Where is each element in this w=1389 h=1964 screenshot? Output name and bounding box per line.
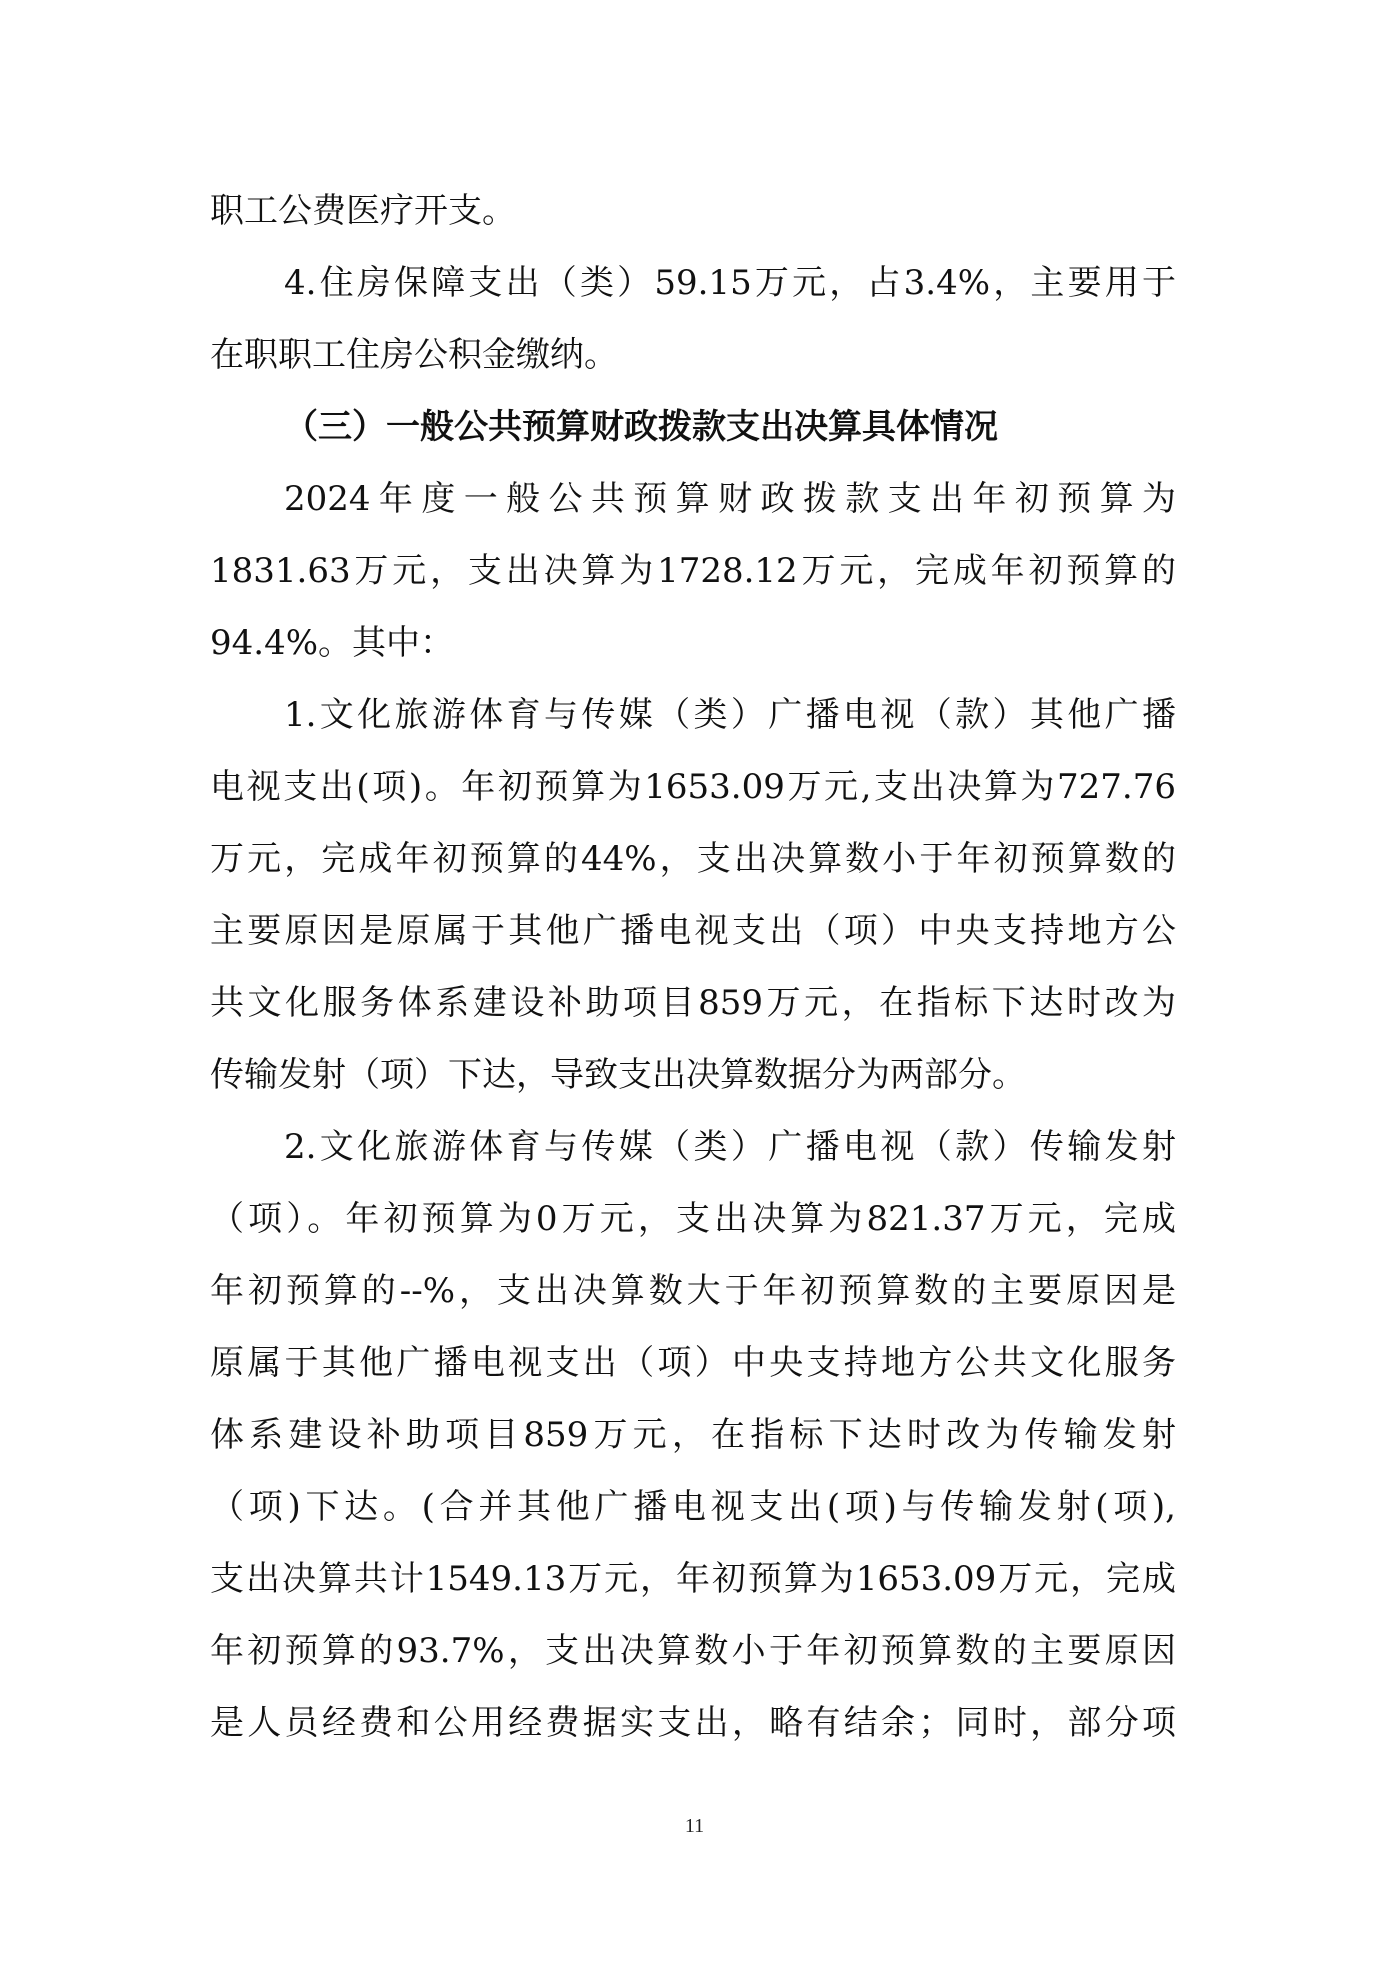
text-line: 原属于其他广播电视支出（项）中央支持地方公共文化服务: [210, 1343, 1176, 1383]
text-line: 支出决算共计1549.13万元，年初预算为1653.09万元，完成: [210, 1559, 1176, 1599]
text-line: 体系建设补助项目859万元，在指标下达时改为传输发射: [210, 1415, 1176, 1455]
text-line: 共文化服务体系建设补助项目859万元，在指标下达时改为: [210, 983, 1176, 1023]
text-line: 1.文化旅游体育与传媒（类）广播电视（款）其他广播: [284, 695, 1176, 735]
section-heading: （三）一般公共预算财政拨款支出决算具体情况: [284, 407, 998, 447]
text-line: 在职职工住房公积金缴纳。: [210, 335, 618, 375]
text-line: 2.文化旅游体育与传媒（类）广播电视（款）传输发射: [284, 1127, 1176, 1167]
text-line: （项）。年初预算为0万元，支出决算为821.37万元，完成: [210, 1199, 1176, 1239]
text-line: 传输发射（项）下达，导致支出决算数据分为两部分。: [210, 1055, 1026, 1095]
text-line: 主要原因是原属于其他广播电视支出（项）中央支持地方公: [210, 911, 1176, 951]
text-line: 万元，完成年初预算的44%，支出决算数小于年初预算数的: [210, 839, 1176, 879]
page-number: 11: [684, 1815, 705, 1837]
text-line: （项)下达。(合并其他广播电视支出(项)与传输发射(项),: [210, 1487, 1176, 1527]
text-line: 是人员经费和公用经费据实支出，略有结余；同时，部分项: [210, 1703, 1176, 1743]
text-line: 94.4%。其中：: [210, 623, 455, 663]
text-line: 年初预算的--%，支出决算数大于年初预算数的主要原因是: [210, 1271, 1176, 1311]
text-line: 年初预算的93.7%，支出决算数小于年初预算数的主要原因: [210, 1631, 1176, 1671]
text-line: 职工公费医疗开支。: [210, 191, 516, 231]
text-line: 电视支出(项)。年初预算为1653.09万元,支出决算为727.76: [210, 767, 1176, 807]
body-text: [210, 175, 1176, 1759]
text-line: 4.住房保障支出（类）59.15万元，占3.4%，主要用于: [284, 263, 1176, 303]
text-line: 1831.63万元，支出决算为1728.12万元，完成年初预算的: [210, 551, 1176, 591]
text-line: 2024年度一般公共预算财政拨款支出年初预算为: [284, 479, 1176, 519]
